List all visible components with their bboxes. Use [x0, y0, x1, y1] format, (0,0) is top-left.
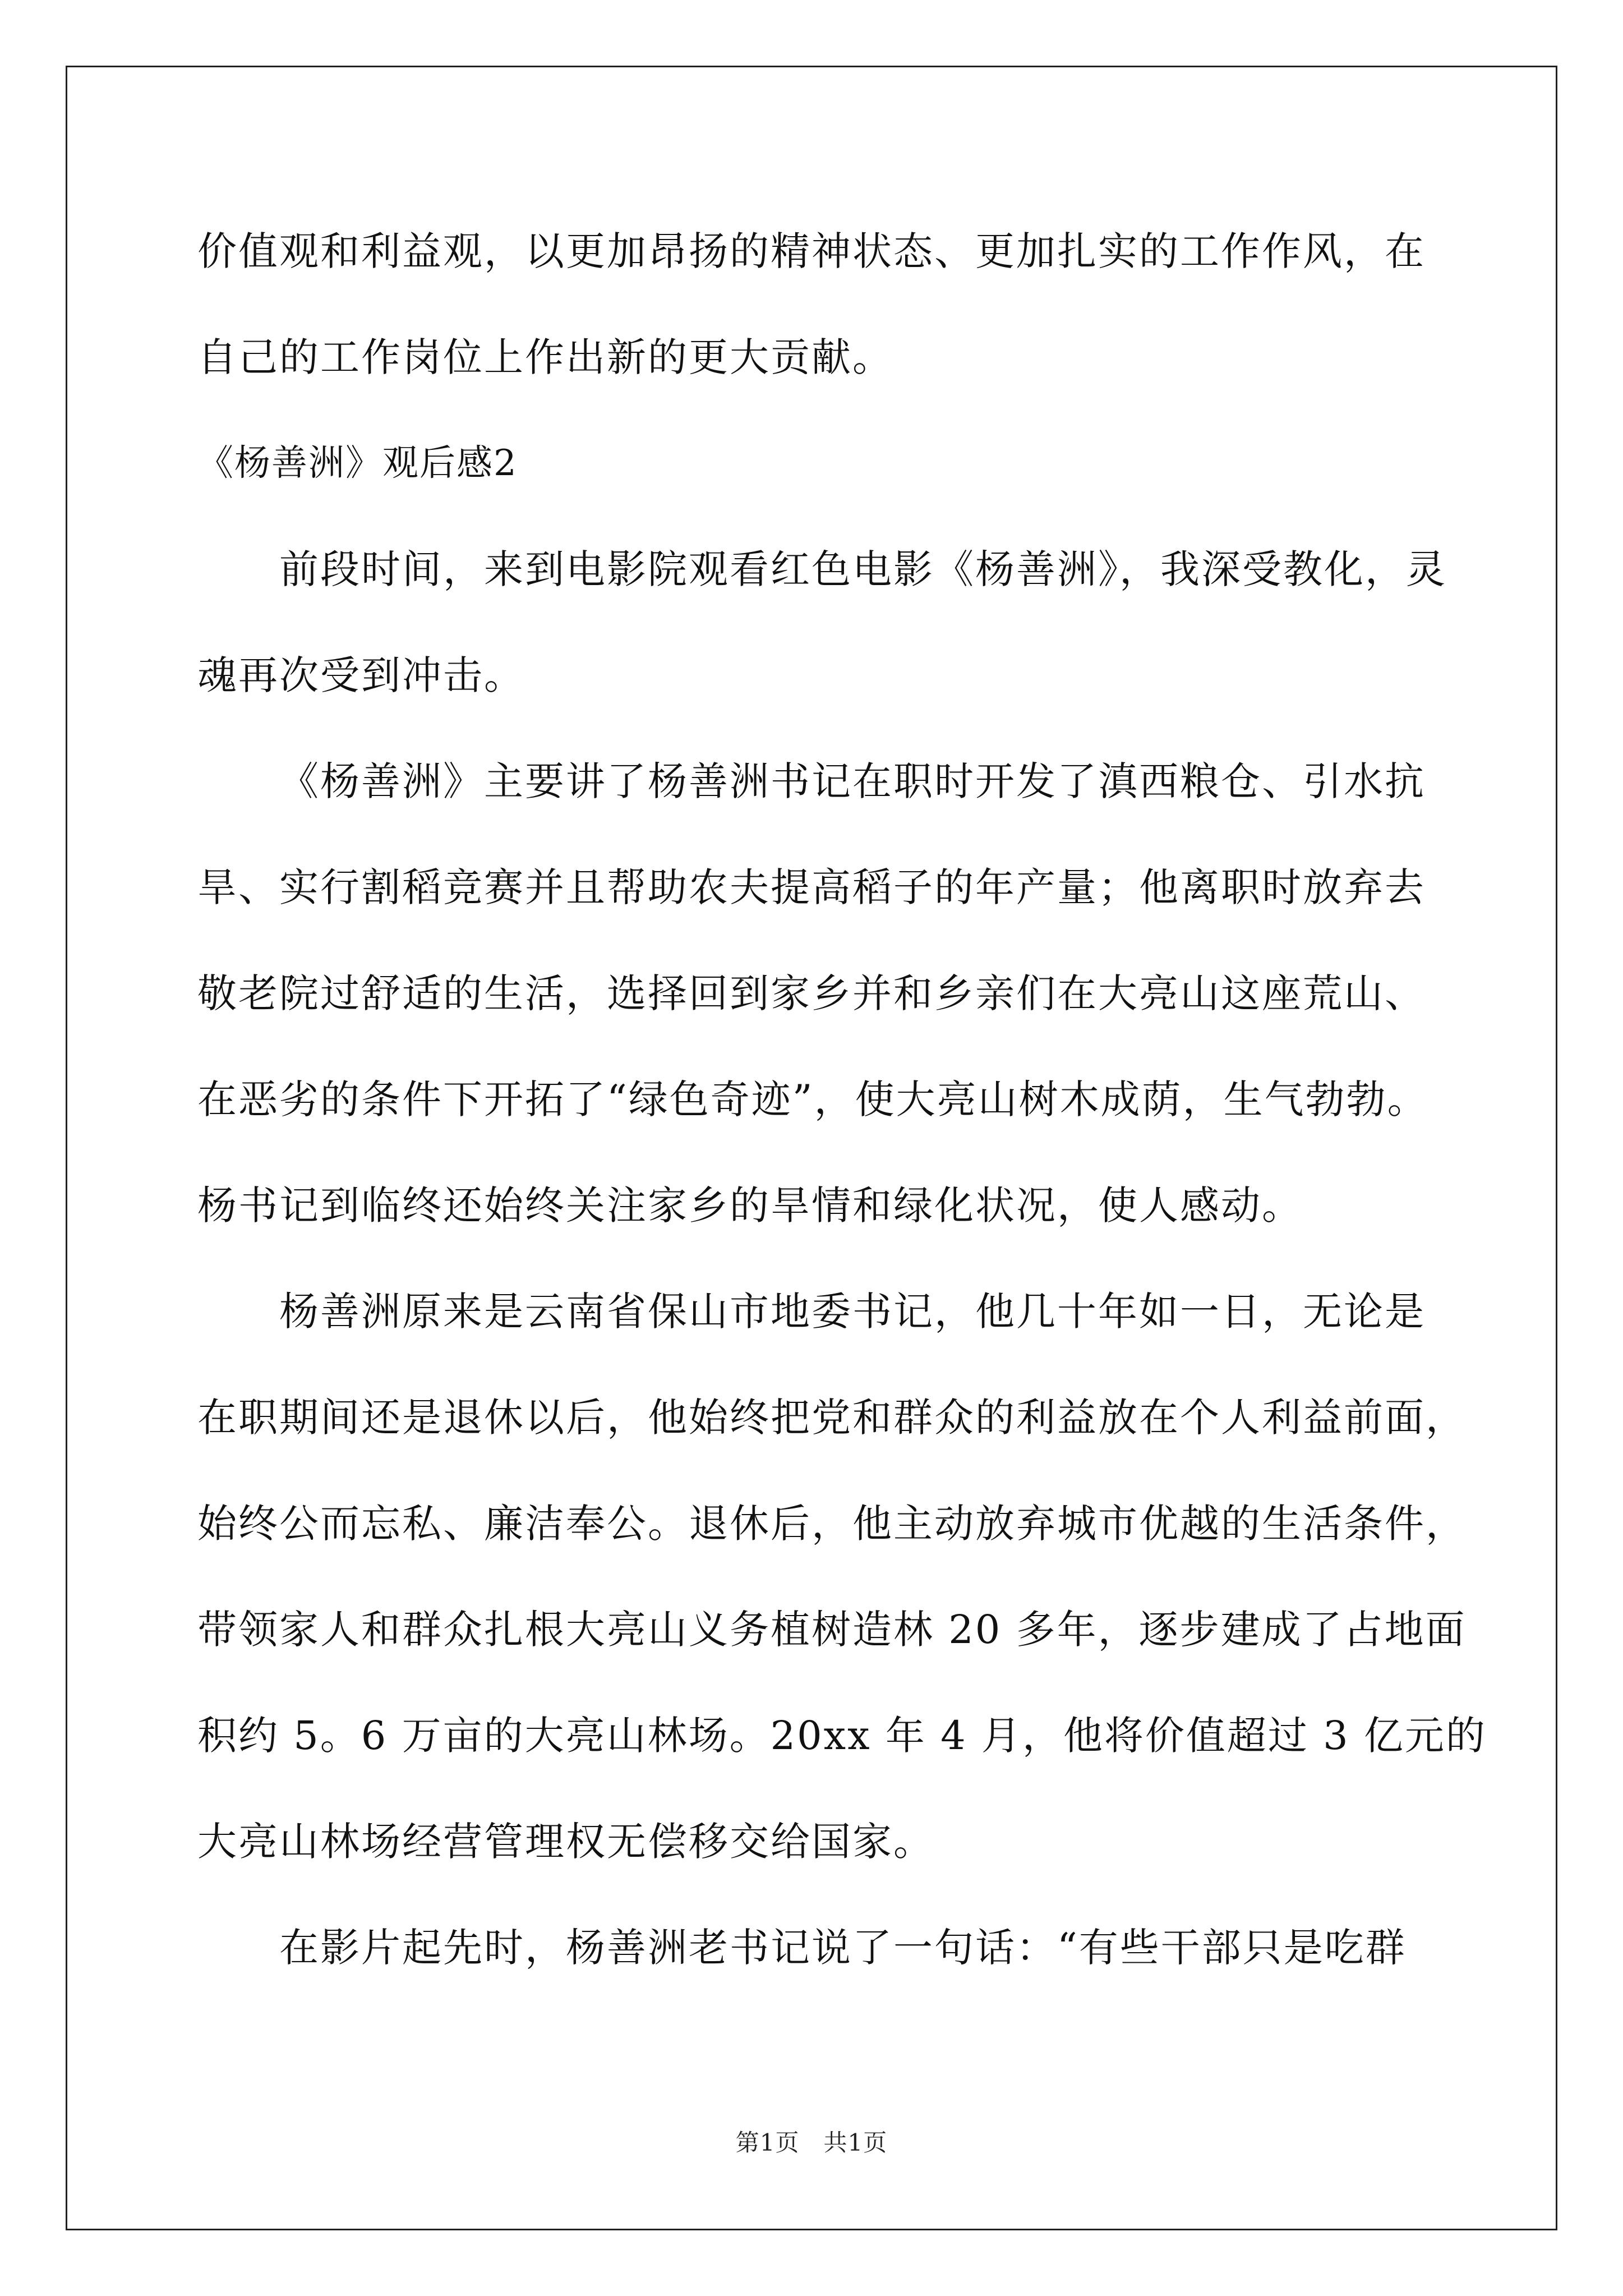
paragraph-line: 带领家人和群众扎根大亮山义务植树造林 20 多年，逐步建成了占地面 [197, 1607, 1467, 1653]
paragraph-line: 在职期间还是退休以后，他始终把党和群众的利益放在个人利益前面， [197, 1395, 1467, 1441]
paragraph-line: 大亮山林场经营管理权无偿移交给国家。 [197, 1819, 934, 1865]
paragraph-line: 积约 5。6 万亩的大亮山林场。20xx 年 4 月，他将价值超过 3 亿元的 [197, 1713, 1487, 1759]
document-body [197, 199, 1532, 2001]
paragraph-1 [197, 517, 1532, 729]
paragraph-2 [197, 729, 1532, 1259]
paragraph-3 [197, 1259, 1532, 1895]
paragraph-line: 杨书记到临终还始终关注家乡的旱情和绿化状况，使人感动。 [197, 1182, 1303, 1228]
continuation-line: 自己的工作岗位上作出新的更大贡献。 [197, 334, 893, 380]
paragraph-line: 魂再次受到冲击。 [197, 652, 525, 698]
paragraph-line: 《杨善洲》主要讲了杨善洲书记在职时开发了滇西粮仓、引水抗 [279, 758, 1426, 804]
paragraph-line: 前段时间，来到电影院观看红色电影《杨善洲》，我深受教化，灵 [279, 546, 1447, 592]
paragraph-line: 始终公而忘私、廉洁奉公。退休后，他主动放弃城市优越的生活条件， [197, 1501, 1467, 1547]
paragraph-line: 杨善洲原来是云南省保山市地委书记，他几十年如一日，无论是 [279, 1289, 1426, 1335]
paragraph-line: 在恶劣的条件下开拓了“绿色奇迹”，使大亮山树木成荫，生气勃勃。 [197, 1076, 1428, 1122]
paragraph-line: 敬老院过舒适的生活，选择回到家乡并和乡亲们在大亮山这座荒山、 [197, 970, 1426, 1016]
paragraph-4 [197, 1895, 1532, 2001]
section-heading: 《杨善洲》观后感2 [197, 443, 518, 484]
paragraph-line: 在影片起先时，杨善洲老书记说了一句话：“有些干部只是吃群 [279, 1925, 1407, 1971]
paragraph-line: 旱、实行割稻竞赛并且帮助农夫提高稻子的年产量；他离职时放弃去 [197, 864, 1426, 910]
continuation-line: 价值观和利益观，以更加昂扬的精神状态、更加扎实的工作作风，在 [197, 228, 1426, 274]
page-footer: 第1页 共1页 [735, 2129, 888, 2156]
